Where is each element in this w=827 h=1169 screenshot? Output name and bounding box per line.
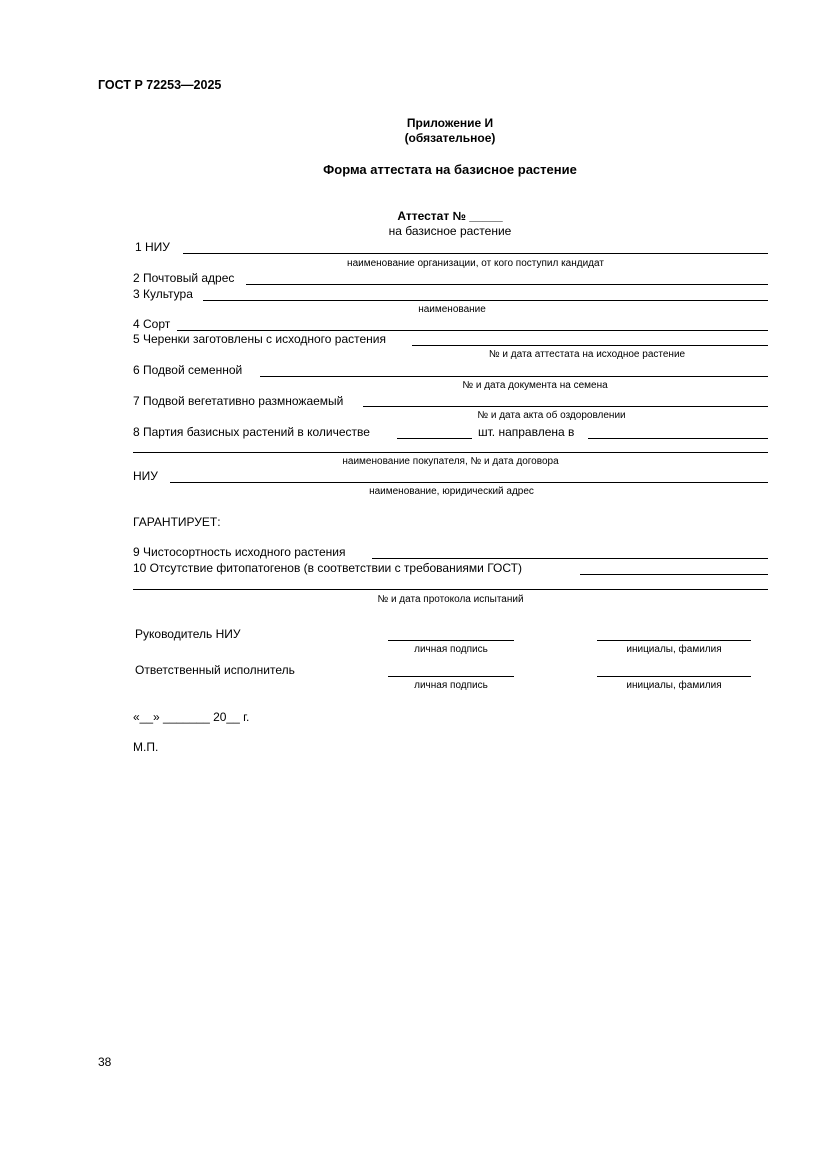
exec-signature-caption: личная подпись	[414, 680, 488, 691]
field-5-label: 5 Черенки заготовлены с исходного растения	[133, 332, 386, 346]
standard-number: ГОСТ Р 72253—2025	[98, 78, 222, 92]
exec-signature-line[interactable]	[388, 676, 514, 677]
field-1-caption: наименование организации, от кого поступил кандидат	[347, 258, 604, 269]
appendix-title: Приложение И	[406, 116, 494, 130]
niu-caption: наименование, юридический адрес	[369, 486, 534, 497]
field-9-label: 9 Чистосортность исходного растения	[133, 545, 346, 559]
field-7-label: 7 Подвой вегетативно размножаемый	[133, 394, 344, 408]
field-8-quantity-line[interactable]	[397, 438, 472, 439]
head-label: Руководитель НИУ	[135, 627, 241, 641]
field-8-buyer-line[interactable]	[133, 452, 768, 453]
field-5-line[interactable]	[412, 345, 768, 346]
field-2-label: 2 Почтовый адрес	[133, 271, 235, 285]
appendix-status: (обязательное)	[404, 131, 496, 145]
field-3-label: 3 Культура	[133, 287, 193, 301]
field-10-caption: № и дата протокола испытаний	[377, 594, 524, 605]
field-1-line[interactable]	[183, 253, 768, 254]
field-9-line[interactable]	[372, 558, 768, 559]
page-number: 38	[98, 1055, 112, 1069]
field-8-mid-label: шт. направлена в	[478, 425, 575, 439]
field-4-label: 4 Сорт	[133, 317, 171, 331]
date-line[interactable]: «__» _______ 20__ г.	[133, 710, 250, 724]
field-10-line[interactable]	[580, 574, 768, 575]
exec-name-caption: инициалы, фамилия	[626, 680, 722, 691]
guarantee-label: ГАРАНТИРУЕТ:	[133, 515, 221, 529]
field-1-label: 1 НИУ	[135, 240, 170, 254]
field-6-line[interactable]	[260, 376, 768, 377]
field-8-caption: наименование покупателя, № и дата договора	[342, 456, 559, 467]
head-signature-line[interactable]	[388, 640, 514, 641]
head-signature-caption: личная подпись	[414, 644, 488, 655]
exec-name-line[interactable]	[597, 676, 751, 677]
field-6-label: 6 Подвой семенной	[133, 363, 243, 377]
stamp-label: М.П.	[133, 740, 159, 754]
field-8-label: 8 Партия базисных растений в количестве	[133, 425, 370, 439]
niu-line[interactable]	[170, 482, 768, 483]
field-7-line[interactable]	[363, 406, 768, 407]
field-2-line[interactable]	[246, 284, 768, 285]
head-name-line[interactable]	[597, 640, 751, 641]
niu-label: НИУ	[133, 469, 158, 483]
exec-label: Ответственный исполнитель	[135, 663, 295, 677]
field-7-caption: № и дата акта об оздоровлении	[477, 410, 626, 421]
certificate-subtitle: на базисное растение	[388, 224, 512, 238]
form-title: Форма аттестата на базисное растение	[323, 162, 577, 177]
field-5-caption: № и дата аттестата на исходное растение	[488, 349, 686, 360]
field-10-label: 10 Отсутствие фитопатогенов (в соответствии с требованиями ГОСТ)	[133, 561, 522, 575]
field-4-line[interactable]	[177, 330, 768, 331]
head-name-caption: инициалы, фамилия	[626, 644, 722, 655]
field-10-protocol-line[interactable]	[133, 589, 768, 590]
field-8-destination-line[interactable]	[588, 438, 768, 439]
certificate-title: Аттестат № _____	[397, 209, 503, 223]
field-6-caption: № и дата документа на семена	[462, 380, 608, 391]
field-3-line[interactable]	[203, 300, 768, 301]
field-3-caption: наименование	[418, 304, 486, 315]
